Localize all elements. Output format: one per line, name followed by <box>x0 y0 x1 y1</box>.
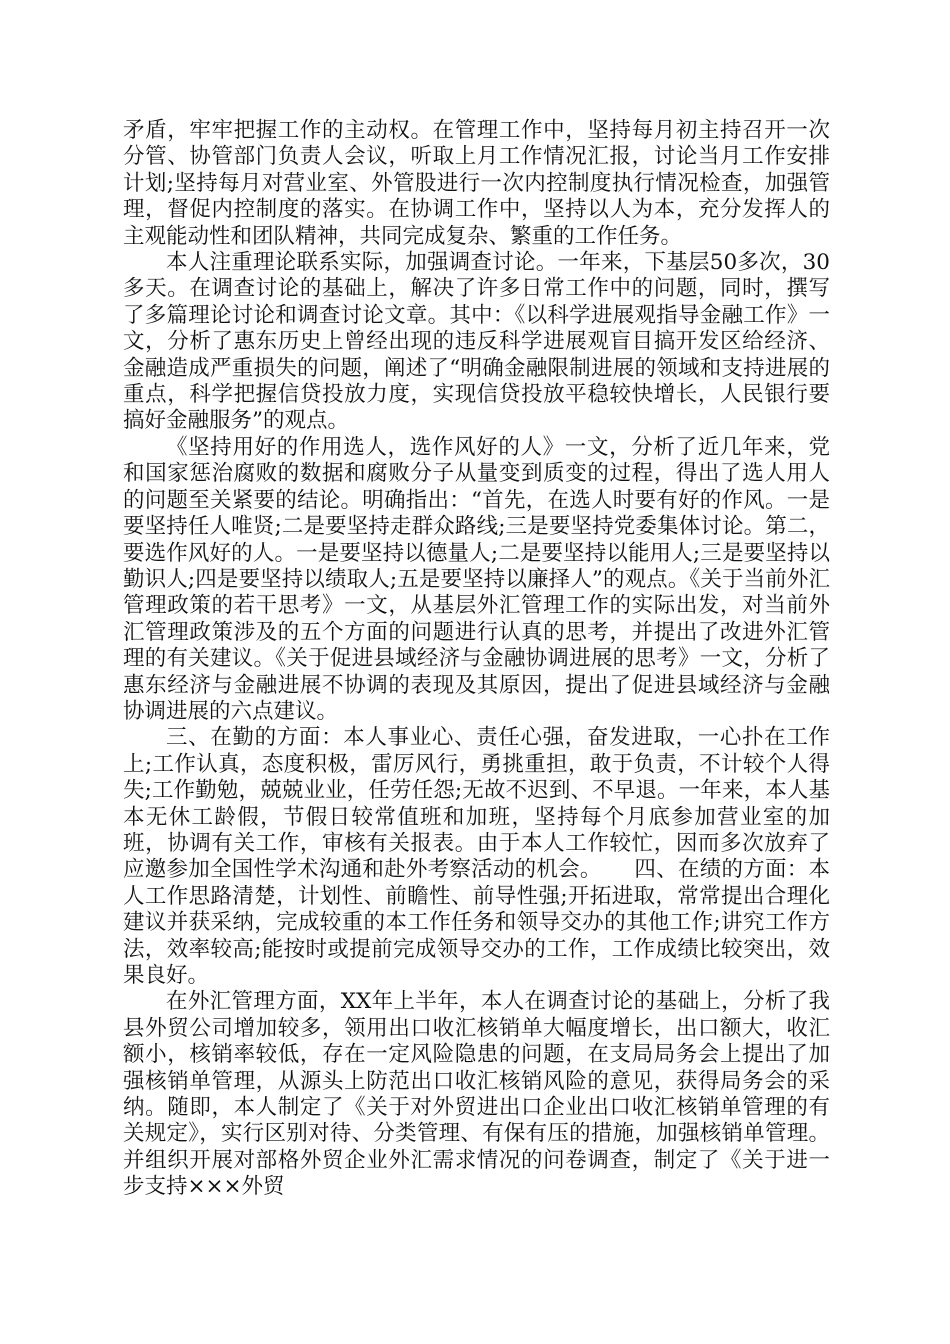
paragraph-2: 本人注重理论联系实际，加强调查讨论。一年来，下基层50多次，30多天。在调查讨论的基础上，解决了许多日常工作中的问题，同时，撰写了多篇理论讨论和调查讨论文章。其中：《以科学进展观指导金融工作》一文，分析了惠东历史上曾经出现的违反科学进展观盲目搞开发区给经济、金融造成严重损失的问题，阐述了“明确金融限制进展的领域和支持进展的重点，科学把握信贷投放力度，实现信贷投放平稳较快增长，人民银行要搞好金融服务”的观点。 <box>123 250 830 434</box>
paragraph-1: 矛盾，牢牢把握工作的主动权。在管理工作中，坚持每月初主持召开一次分管、协管部门负责人会议，听取上月工作情况汇报，讨论当月工作安排计划;坚持每月对营业室、外管股进行一次内控制度执行情况检查，加强管理，督促内控制度的落实。在协调工作中，坚持以人为本，充分发挥人的主观能动性和团队精神，共同完成复杂、繁重的工作任务。 <box>123 118 830 249</box>
paragraph-4: 三、在勤的方面：本人事业心、责任心强，奋发进取，一心扑在工作上;工作认真，态度积极，雷厉风行，勇挑重担，敢于负责，不计较个人得失;工作勤勉，兢兢业业，任劳任怨;无故不迟到、不早退。一年来，本人基本无休工龄假，节假日较常值班和加班，坚持每个月底参加营业室的加班，协调有关工作，审核有关报表。由于本人工作较忙，因而多次放弃了应邀参加全国性学术沟通和赴外考察活动的机会。 四、在绩的方面：本人工作思路清楚，计划性、前瞻性、前导性强;开拓进取，常常提出合理化建议并获采纳，完成较重的本工作任务和领导交办的其他工作;讲究工作方法，效率较高;能按时或提前完成领导交办的工作，工作成绩比较突出，效果良好。 <box>123 725 830 988</box>
paragraph-5: 在外汇管理方面，XX年上半年，本人在调查讨论的基础上，分析了我县外贸公司增加较多，领用出口收汇核销单大幅度增长，出口额大，收汇额小，核销率较低，存在一定风险隐患的问题，在支局局务会上提出了加强核销单管理，从源头上防范出口收汇核销风险的意见，获得局务会的采纳。随即，本人制定了《关于对外贸进出口企业出口收汇核销单管理的有关规定》，实行区别对待、分类管理、有保有压的措施，加强核销单管理。并组织开展对部格外贸企业外汇需求情况的问卷调查，制定了《关于进一步支持×××外贸 <box>123 989 830 1200</box>
paragraph-3: 《坚持用好的作用选人，选作风好的人》一文，分析了近几年来，党和国家惩治腐败的数据和腐败分子从量变到质变的过程，得出了选人用人的问题至关紧要的结论。明确指出：“首先，在选人时要有好的作风。一是要坚持任人唯贤;二是要坚持走群众路线;三是要坚持党委集体讨论。第二，要选作风好的人。一是要坚持以德量人;二是要坚持以能用人;三是要坚持以勤识人;四是要坚持以绩取人;五是要坚持以廉择人”的观点。《关于当前外汇管理政策的若干思考》一文，从基层外汇管理工作的实际出发，对当前外汇管理政策涉及的五个方面的问题进行认真的思考，并提出了改进外汇管理的有关建议。《关于促进县域经济与金融协调进展的思考》一文，分析了惠东经济与金融进展不协调的表现及其原因，提出了促进县域经济与金融协调进展的六点建议。 <box>123 434 830 724</box>
document-page <box>123 118 830 1201</box>
